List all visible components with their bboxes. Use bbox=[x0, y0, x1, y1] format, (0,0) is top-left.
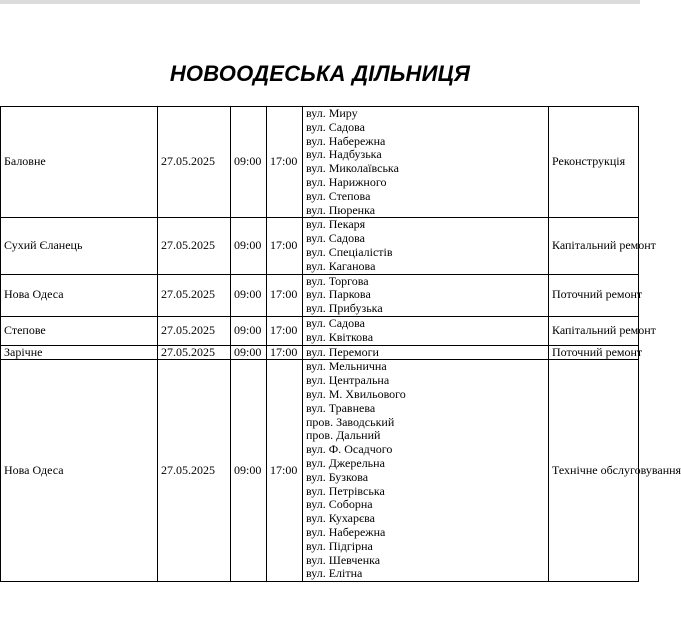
date-cell: 27.05.2025 bbox=[158, 218, 231, 274]
street-item: вул. Садова bbox=[306, 315, 365, 330]
settlement-cell: Нова Одеса bbox=[1, 274, 158, 316]
end-time-cell: 17:00 bbox=[267, 345, 303, 360]
end-time-cell: 17:00 bbox=[267, 218, 303, 274]
street-item: вул. Надбузька bbox=[306, 147, 382, 162]
streets-cell bbox=[303, 316, 549, 345]
page-title: НОВООДЕСЬКА ДІЛЬНИЦЯ bbox=[169, 61, 471, 86]
street-item: вул. Садова bbox=[306, 119, 365, 134]
street-item: вул. Каганова bbox=[306, 258, 376, 273]
street-item: вул. М. Хвильового bbox=[306, 386, 406, 401]
street-item: вул. Торгова bbox=[306, 273, 369, 288]
street-item: вул. Миколаївська bbox=[306, 161, 399, 176]
start-time-cell: 09:00 bbox=[231, 274, 267, 316]
street-item: вул. Елітна bbox=[306, 566, 363, 581]
date-cell: 27.05.2025 bbox=[158, 360, 231, 582]
work-type-cell: Реконструкція bbox=[549, 107, 639, 218]
schedule-table bbox=[0, 106, 681, 582]
work-type-cell: Капітальний ремонт bbox=[549, 316, 639, 345]
start-time-cell: 09:00 bbox=[231, 345, 267, 360]
street-item: вул. Джерельна bbox=[306, 455, 385, 470]
table-row bbox=[1, 345, 639, 360]
street-item: вул. Шевченка bbox=[306, 552, 381, 567]
settlement-cell: Степове bbox=[1, 316, 158, 345]
streets-cell bbox=[303, 107, 549, 218]
street-item: вул. Кухарєва bbox=[306, 511, 375, 526]
work-type-cell: Технічне обслуговування bbox=[549, 360, 639, 582]
date-cell: 27.05.2025 bbox=[158, 274, 231, 316]
street-item: вул. Пекаря bbox=[306, 217, 366, 232]
street-item: вул. Перемоги bbox=[306, 344, 379, 359]
street-item: пров. Дальний bbox=[306, 428, 381, 443]
street-item: вул. Бузкова bbox=[306, 469, 369, 484]
end-time-cell: 17:00 bbox=[267, 107, 303, 218]
street-item: вул. Петрівська bbox=[306, 483, 385, 498]
settlement-cell: Зарічне bbox=[1, 345, 158, 360]
streets-cell bbox=[303, 218, 549, 274]
street-item: вул. Центральна bbox=[306, 373, 390, 388]
streets-cell bbox=[303, 360, 549, 582]
streets-cell bbox=[303, 274, 549, 316]
street-item: вул. Пюренка bbox=[306, 202, 376, 217]
street-item: вул. Садова bbox=[306, 231, 365, 246]
start-time-cell: 09:00 bbox=[231, 360, 267, 582]
table-row bbox=[1, 218, 639, 274]
street-item: вул. Набережна bbox=[306, 524, 386, 539]
settlement-cell: Нова Одеса bbox=[1, 360, 158, 582]
street-item: вул. Підгірна bbox=[306, 538, 373, 553]
street-item: пров. Заводський bbox=[306, 414, 395, 429]
street-item: вул. Спеціалістів bbox=[306, 244, 393, 259]
streets-cell bbox=[303, 345, 549, 360]
work-type-cell: Капітальний ремонт bbox=[549, 218, 639, 274]
street-item: вул. Ф. Осадчого bbox=[306, 442, 393, 457]
date-cell: 27.05.2025 bbox=[158, 107, 231, 218]
work-type-cell: Поточний ремонт bbox=[549, 345, 639, 360]
settlement-cell: Сухий Єланець bbox=[1, 218, 158, 274]
street-item: вул. Паркова bbox=[306, 287, 371, 302]
street-item: вул. Прибузька bbox=[306, 301, 383, 316]
street-item: вул. Набережна bbox=[306, 133, 386, 148]
street-item: вул. Квіткова bbox=[306, 329, 374, 344]
start-time-cell: 09:00 bbox=[231, 316, 267, 345]
end-time-cell: 17:00 bbox=[267, 274, 303, 316]
date-cell: 27.05.2025 bbox=[158, 316, 231, 345]
table-row bbox=[1, 316, 639, 345]
top-rule bbox=[0, 0, 640, 4]
street-item: вул. Степова bbox=[306, 188, 371, 203]
street-item: вул. Соборна bbox=[306, 497, 373, 512]
end-time-cell: 17:00 bbox=[267, 316, 303, 345]
table-row bbox=[1, 274, 639, 316]
end-time-cell: 17:00 bbox=[267, 360, 303, 582]
street-item: вул. Мельнична bbox=[306, 359, 387, 374]
table-row bbox=[1, 360, 639, 582]
street-item: вул. Миру bbox=[306, 106, 358, 120]
work-type-cell: Поточний ремонт bbox=[549, 274, 639, 316]
table-row bbox=[1, 107, 639, 218]
street-item: вул. Травнева bbox=[306, 400, 376, 415]
street-item: вул. Нарижного bbox=[306, 174, 387, 189]
start-time-cell: 09:00 bbox=[231, 218, 267, 274]
settlement-cell: Баловне bbox=[1, 107, 158, 218]
date-cell: 27.05.2025 bbox=[158, 345, 231, 360]
start-time-cell: 09:00 bbox=[231, 107, 267, 218]
